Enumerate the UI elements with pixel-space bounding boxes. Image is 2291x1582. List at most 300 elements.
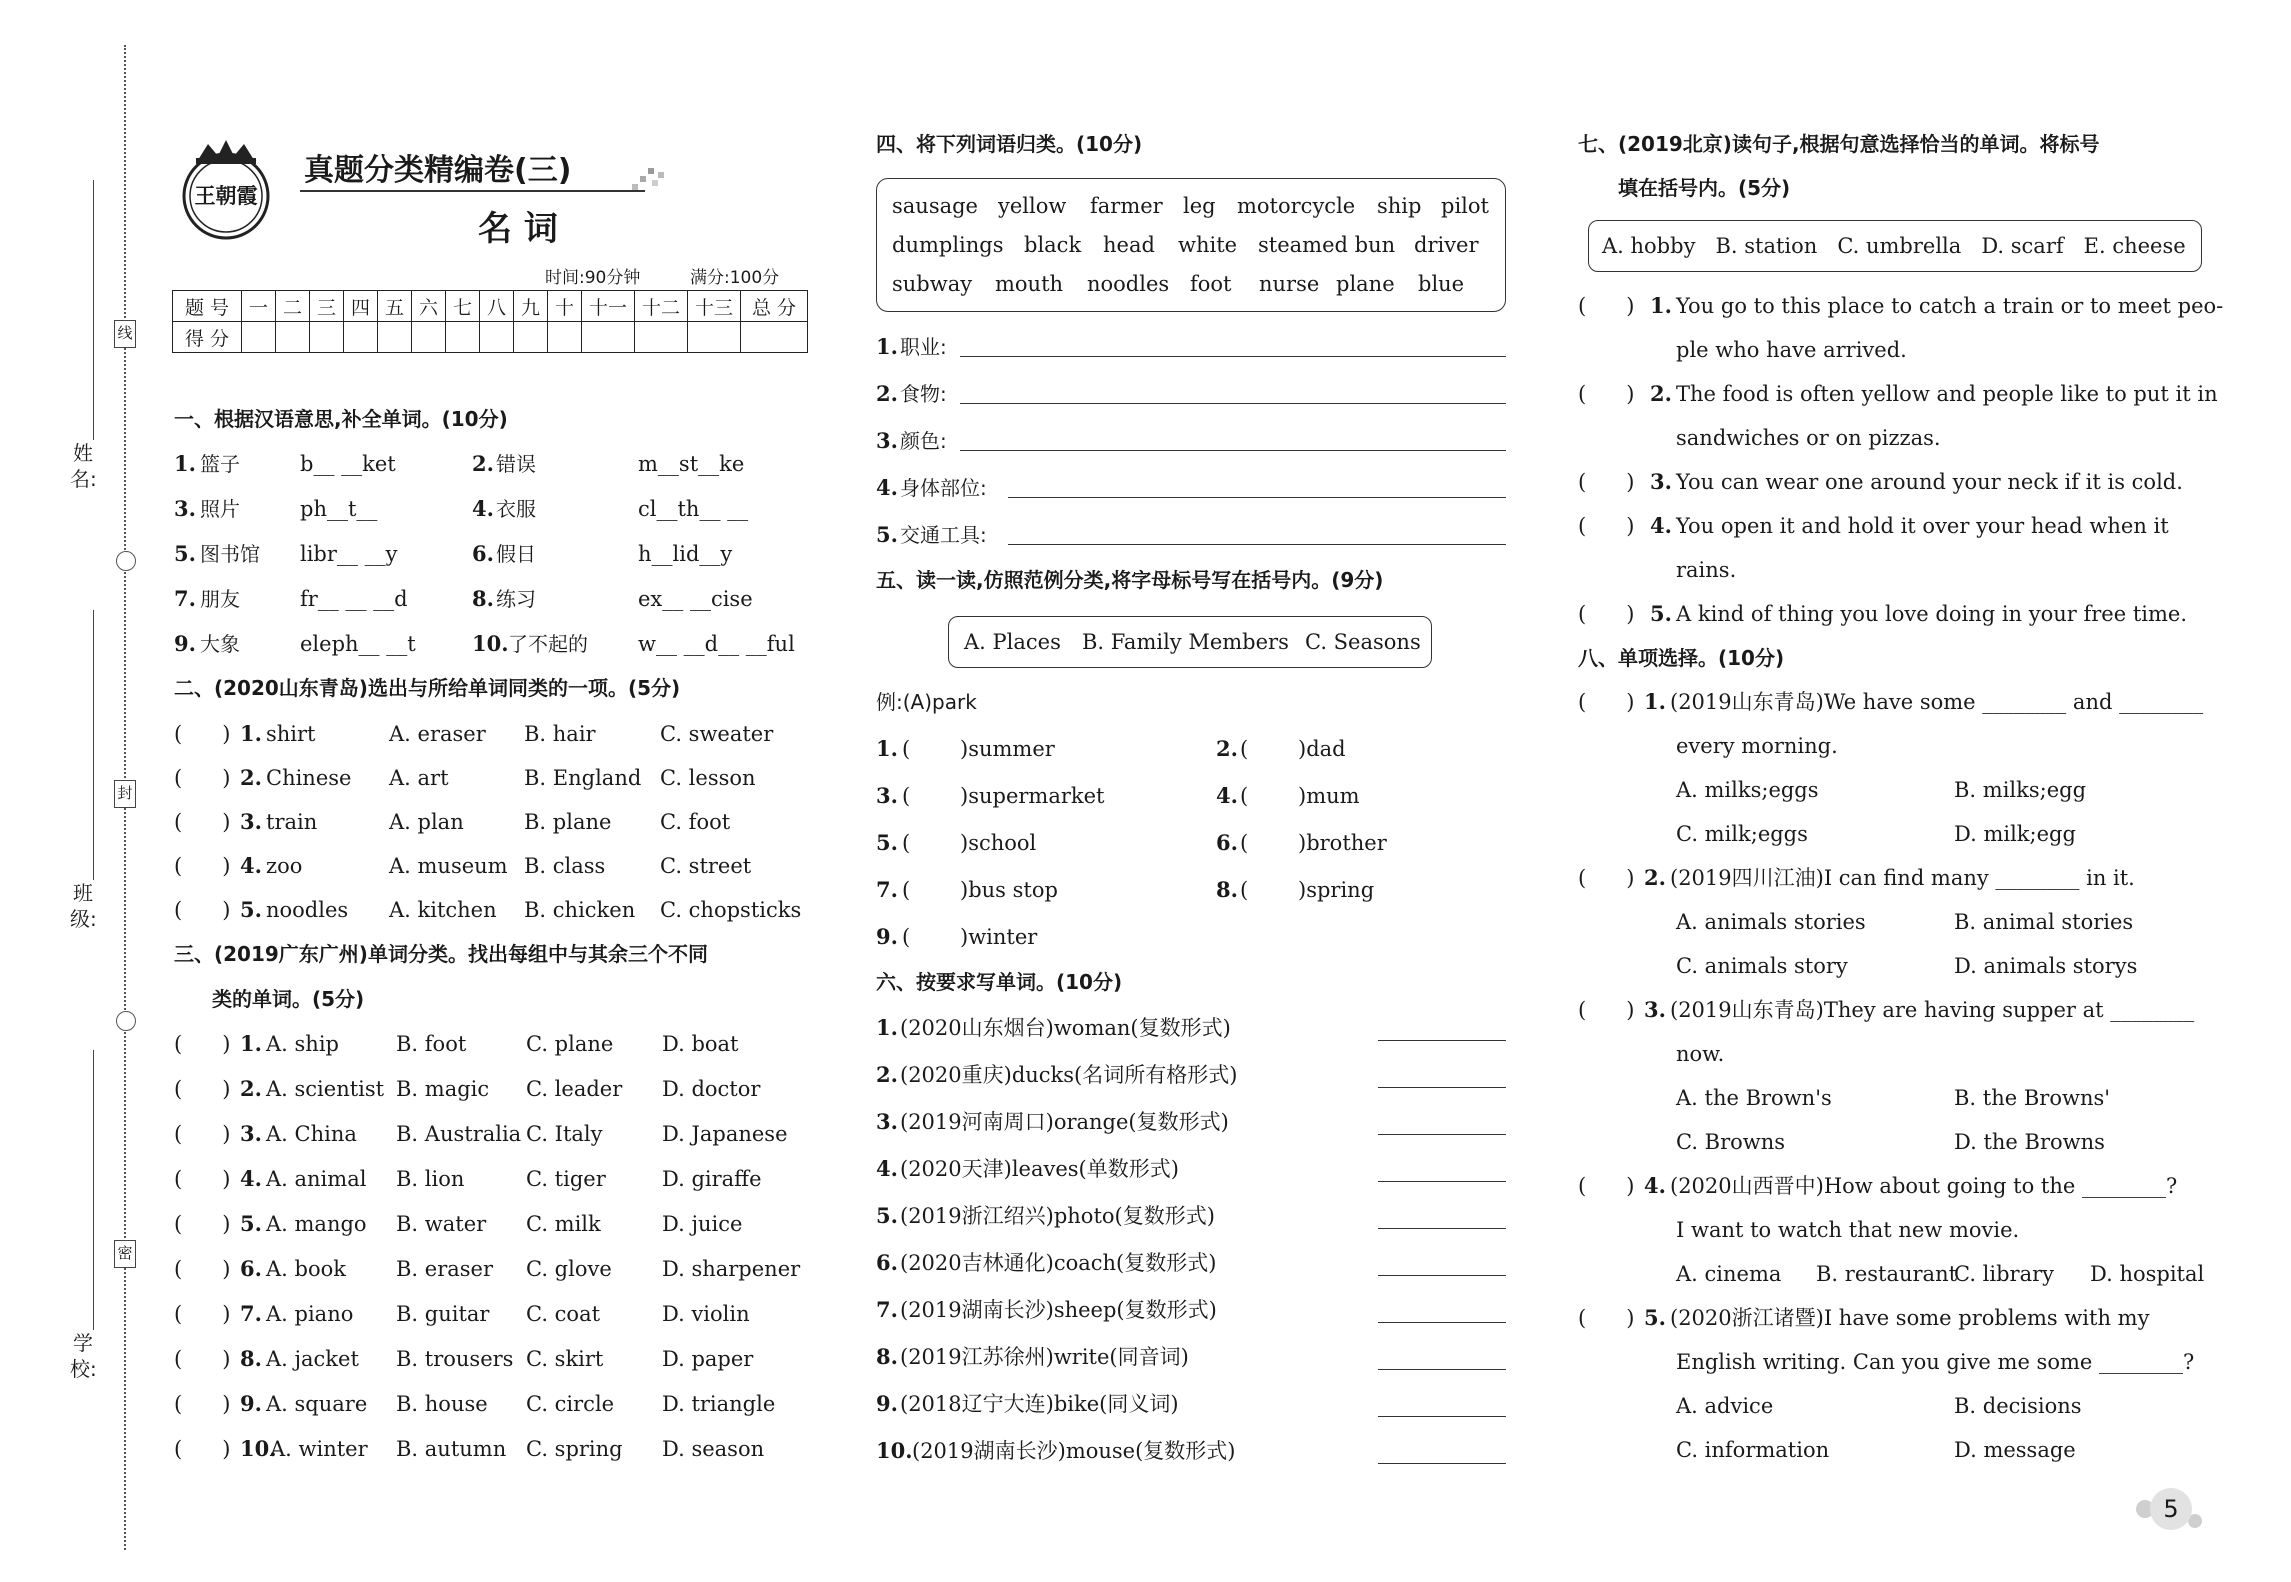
s5-word: )spring: [1298, 878, 1375, 902]
score-column-header: 十二: [635, 291, 688, 322]
s3-option-c: C. circle: [526, 1392, 615, 1416]
name-line: [93, 180, 94, 440]
s3-item-number: 4.: [240, 1166, 262, 1191]
word-bank-word: farmer: [1090, 194, 1163, 218]
s2-given-word: train: [266, 810, 318, 834]
answer-bracket[interactable]: ( ): [1578, 602, 1635, 626]
answer-bracket[interactable]: ( ): [174, 1212, 231, 1236]
word-bank-word: white: [1178, 233, 1238, 257]
s1-word-blank[interactable]: m__st__ke: [638, 452, 745, 476]
word-bank-word: head: [1103, 233, 1155, 257]
s6-answer-line[interactable]: [1378, 1228, 1506, 1229]
answer-bracket[interactable]: (: [1240, 784, 1249, 808]
score-cell[interactable]: [582, 322, 635, 353]
answer-bracket[interactable]: ( ): [174, 1122, 231, 1146]
brand-logo: [174, 138, 278, 242]
s3-option-d: D. giraffe: [662, 1167, 762, 1191]
s3-option-b: B. water: [396, 1212, 487, 1236]
answer-bracket[interactable]: ( ): [1578, 294, 1635, 318]
s2-option-c: C. lesson: [660, 766, 756, 790]
s5-item-number: 8.: [1216, 877, 1238, 902]
answer-bracket[interactable]: ( ): [174, 722, 231, 746]
s8-question-text-cont: every morning.: [1676, 734, 1838, 758]
s5-word: )brother: [1298, 831, 1387, 855]
word-bank-word: foot: [1190, 272, 1232, 296]
s1-item-number: 8.: [472, 586, 494, 611]
s6-item-number: 5.: [876, 1203, 898, 1228]
answer-bracket[interactable]: ( ): [174, 854, 231, 878]
answer-bracket[interactable]: (: [902, 878, 911, 902]
s2-option-a: A. kitchen: [389, 898, 497, 922]
seal-mark-seal: 封: [114, 780, 136, 808]
s8-option-d: D. message: [1954, 1438, 2076, 1462]
s1-chinese-word: 大象: [200, 632, 240, 656]
s8-question-text: (2019四川江油)I can find many ________ in it.: [1670, 866, 2135, 890]
s7-item-text: You can wear one around your neck if it is cold.: [1676, 470, 2183, 494]
class-line: [93, 610, 94, 880]
seal-mark-secret: 密: [114, 1240, 136, 1268]
s1-item-number: 3.: [174, 496, 196, 521]
s1-word-blank[interactable]: w__ __d__ __ful: [638, 632, 795, 656]
s5-word: )dad: [1298, 737, 1346, 761]
score-column-header: 八: [480, 291, 514, 322]
score-cell[interactable]: [378, 322, 412, 353]
s3-option-a: A. animal: [266, 1167, 367, 1191]
section-7-title: 七、(2019北京)读句子,根据句意选择恰当的单词。将标号: [1578, 132, 2100, 156]
s3-option-c: C. skirt: [526, 1347, 604, 1371]
s8-item-number: 3.: [1644, 997, 1666, 1022]
score-cell[interactable]: [514, 322, 548, 353]
s3-option-a: A. book: [266, 1257, 346, 1281]
s8-option-d: D. animals storys: [1954, 954, 2138, 978]
s7-item-text-cont: sandwiches or on pizzas.: [1676, 426, 1941, 450]
s4-answer-line[interactable]: [960, 450, 1506, 451]
s5-word: )winter: [960, 925, 1038, 949]
s8-question-text: (2019山东青岛)We have some ________ and ________: [1670, 690, 2204, 714]
s3-option-c: C. glove: [526, 1257, 612, 1281]
s5-item-number: 6.: [1216, 830, 1238, 855]
s4-category-number: 5.: [876, 522, 898, 547]
s3-option-c: C. milk: [526, 1212, 601, 1236]
s7-item-number: 3.: [1650, 469, 1672, 494]
answer-bracket[interactable]: ( ): [174, 1302, 231, 1326]
s4-category-number: 3.: [876, 428, 898, 453]
s7-item-text: A kind of thing you love doing in your free time.: [1676, 602, 2187, 626]
s3-option-a: A. piano: [266, 1302, 354, 1326]
score-cell[interactable]: [741, 322, 808, 353]
s1-item-number: 4.: [472, 496, 494, 521]
s6-item-text: (2019湖南长沙)mouse(复数形式): [912, 1439, 1236, 1463]
s3-option-b: B. trousers: [396, 1347, 514, 1371]
section-7-title-cont: 填在括号内。(5分): [1618, 176, 1791, 200]
s6-answer-line[interactable]: [1378, 1463, 1506, 1464]
s3-option-b: B. eraser: [396, 1257, 494, 1281]
s1-chinese-word: 错误: [496, 452, 536, 476]
s3-option-a: A. China: [266, 1122, 357, 1146]
answer-bracket[interactable]: ( ): [1578, 382, 1635, 406]
answer-bracket[interactable]: ( ): [174, 1257, 231, 1281]
s3-option-a: A. winter: [270, 1437, 368, 1461]
s8-question-text-cont: now.: [1676, 1042, 1725, 1066]
s5-item-number: 4.: [1216, 783, 1238, 808]
word-bank-word: yellow: [998, 194, 1067, 218]
s6-item-text: (2019河南周口)orange(复数形式): [900, 1110, 1229, 1134]
s3-option-a: A. ship: [266, 1032, 339, 1056]
s2-item-number: 5.: [240, 897, 262, 922]
score-column-header: 一: [242, 291, 276, 322]
score-info: 满分:100分: [690, 268, 780, 288]
s3-item-number: 8.: [240, 1346, 262, 1371]
s2-option-b: B. class: [524, 854, 606, 878]
s6-answer-line[interactable]: [1378, 1134, 1506, 1135]
s1-word-blank[interactable]: ex__ __cise: [638, 587, 753, 611]
score-cell[interactable]: [635, 322, 688, 353]
answer-bracket[interactable]: ( ): [1578, 1306, 1635, 1330]
s1-item-number: 2.: [472, 451, 494, 476]
s1-word-blank[interactable]: fr__ __ __d: [300, 587, 408, 611]
answer-bracket[interactable]: (: [1240, 737, 1249, 761]
score-cell[interactable]: [276, 322, 310, 353]
answer-bracket[interactable]: ( ): [174, 1032, 231, 1056]
answer-bracket[interactable]: ( ): [1578, 690, 1635, 714]
s6-item-number: 8.: [876, 1344, 898, 1369]
s3-item-number: 7.: [240, 1301, 262, 1326]
s3-item-number: 3.: [240, 1121, 262, 1146]
score-table: [172, 290, 808, 353]
s1-item-number: 10.: [472, 631, 509, 656]
binding-hole-icon: [116, 1011, 136, 1031]
s6-item-number: 10.: [876, 1438, 913, 1463]
s1-chinese-word: 假日: [496, 542, 536, 566]
s5-option: B. Family Members: [1082, 630, 1289, 654]
section-1-title: 一、根据汉语意思,补全单词。(10分): [174, 407, 508, 431]
s5-word: )bus stop: [960, 878, 1058, 902]
answer-bracket[interactable]: ( ): [174, 1077, 231, 1101]
s6-answer-line[interactable]: [1378, 1369, 1506, 1370]
s5-item-number: 3.: [876, 783, 898, 808]
s2-item-number: 1.: [240, 721, 262, 746]
title-pixel-decoration: [630, 168, 670, 192]
s6-item-number: 2.: [876, 1062, 898, 1087]
s4-category-number: 1.: [876, 334, 898, 359]
word-bank-word: dumplings: [892, 233, 1004, 257]
answer-bracket[interactable]: ( ): [174, 1347, 231, 1371]
score-column-header: 四: [344, 291, 378, 322]
answer-bracket[interactable]: (: [902, 737, 911, 761]
s3-option-b: B. house: [396, 1392, 488, 1416]
score-cell[interactable]: [548, 322, 582, 353]
s1-item-number: 7.: [174, 586, 196, 611]
school-label: 学 校:: [70, 1331, 97, 1381]
word-bank-word: blue: [1418, 272, 1465, 296]
s6-item-text: (2020吉林通化)coach(复数形式): [900, 1251, 1217, 1275]
score-column-header: 十三: [688, 291, 741, 322]
s6-item-number: 9.: [876, 1391, 898, 1416]
name-label: 姓 名:: [70, 441, 97, 491]
section-3-title: 三、(2019广东广州)单词分类。找出每组中与其余三个不同: [174, 942, 708, 966]
answer-bracket[interactable]: ( ): [174, 898, 231, 922]
s8-option-b: B. animal stories: [1954, 910, 2134, 934]
s4-category-number: 2.: [876, 381, 898, 406]
s3-item-number: 1.: [240, 1031, 262, 1056]
answer-bracket[interactable]: ( ): [174, 766, 231, 790]
s3-item-number: 9.: [240, 1391, 262, 1416]
s6-item-number: 6.: [876, 1250, 898, 1275]
s3-item-number: 5.: [240, 1211, 262, 1236]
answer-bracket[interactable]: ( ): [174, 1392, 231, 1416]
s6-item-text: (2020山东烟台)woman(复数形式): [900, 1016, 1231, 1040]
s3-item-number: 6.: [240, 1256, 262, 1281]
s4-category-label: 职业:: [900, 335, 947, 359]
s5-item-number: 7.: [876, 877, 898, 902]
s8-option-d: D. milk;egg: [1954, 822, 2076, 846]
score-column-header: 十: [548, 291, 582, 322]
s1-chinese-word: 了不起的: [508, 632, 588, 656]
s2-given-word: Chinese: [266, 766, 352, 790]
s1-word-blank[interactable]: eleph__ __t: [300, 632, 416, 656]
s3-option-a: A. scientist: [266, 1077, 385, 1101]
score-column-header: 总 分: [741, 291, 808, 322]
s1-word-blank[interactable]: h__lid__y: [638, 542, 733, 566]
score-table-header-label: 题 号: [173, 291, 242, 322]
answer-bracket[interactable]: ( ): [1578, 470, 1635, 494]
s3-option-d: D. season: [662, 1437, 765, 1461]
s2-option-b: B. plane: [524, 810, 612, 834]
score-cell[interactable]: [242, 322, 276, 353]
s5-item-number: 2.: [1216, 736, 1238, 761]
s7-item-text: The food is often yellow and people like to put it in: [1676, 382, 2218, 406]
s3-option-b: B. guitar: [396, 1302, 490, 1326]
score-table-row-label: 得 分: [173, 322, 242, 353]
section-8-title: 八、单项选择。(10分): [1578, 646, 1785, 670]
s1-chinese-word: 练习: [496, 587, 536, 611]
s3-option-d: D. doctor: [662, 1077, 761, 1101]
s3-option-b: B. lion: [396, 1167, 465, 1191]
series-title: 真题分类精编卷(三): [304, 153, 572, 188]
s6-item-number: 4.: [876, 1156, 898, 1181]
score-column-header: 七: [446, 291, 480, 322]
s4-category-label: 交通工具:: [900, 523, 987, 547]
s7-item-number: 2.: [1650, 381, 1672, 406]
class-label: 班 级:: [70, 881, 97, 931]
s5-word: )supermarket: [960, 784, 1105, 808]
s2-item-number: 3.: [240, 809, 262, 834]
s8-option-a: A. the Brown's: [1676, 1086, 1832, 1110]
score-cell[interactable]: [412, 322, 446, 353]
s6-answer-line[interactable]: [1378, 1322, 1506, 1323]
time-info: 时间:90分钟: [545, 268, 641, 288]
answer-bracket[interactable]: ( ): [1578, 998, 1635, 1022]
answer-bracket[interactable]: (: [1240, 878, 1249, 902]
s1-chinese-word: 照片: [200, 497, 240, 521]
s1-chinese-word: 篮子: [200, 452, 240, 476]
s7-item-text: You go to this place to catch a train or to meet peo-: [1676, 294, 2224, 318]
s8-option-c: C. animals story: [1676, 954, 1848, 978]
s3-option-d: D. sharpener: [662, 1257, 801, 1281]
answer-bracket[interactable]: (: [902, 925, 911, 949]
s2-item-number: 4.: [240, 853, 262, 878]
s2-option-a: A. plan: [389, 810, 464, 834]
s3-option-d: D. violin: [662, 1302, 750, 1326]
s8-option-c: C. Browns: [1676, 1130, 1786, 1154]
s6-item-text: (2019湖南长沙)sheep(复数形式): [900, 1298, 1217, 1322]
word-bank-word: driver: [1414, 233, 1479, 257]
s6-item-text: (2020天津)leaves(单数形式): [900, 1157, 1179, 1181]
s2-option-a: A. museum: [389, 854, 508, 878]
s8-question-text: (2019山东青岛)They are having supper at ________: [1670, 998, 2195, 1022]
word-bank-word: ship: [1377, 194, 1422, 218]
page-number: 5: [2150, 1488, 2192, 1530]
answer-bracket[interactable]: ( ): [1578, 514, 1635, 538]
logo-text: 王朝霞: [194, 184, 258, 208]
s6-item-text: (2019江苏徐州)write(同音词): [900, 1345, 1189, 1369]
s7-options: A. hobby B. station C. umbrella D. scarf E. cheese: [1602, 234, 2186, 258]
s6-item-number: 1.: [876, 1015, 898, 1040]
s8-option-a: A. advice: [1676, 1394, 1774, 1418]
s4-answer-line[interactable]: [1008, 544, 1506, 545]
section-5-title: 五、读一读,仿照范例分类,将字母标号写在括号内。(9分): [876, 568, 1384, 592]
s8-option-b: B. milks;egg: [1954, 778, 2087, 802]
score-cell[interactable]: [446, 322, 480, 353]
s8-option-b: B. decisions: [1954, 1394, 2082, 1418]
score-column-header: 六: [412, 291, 446, 322]
s6-answer-line[interactable]: [1378, 1181, 1506, 1182]
s1-item-number: 9.: [174, 631, 196, 656]
s4-answer-line[interactable]: [1008, 497, 1506, 498]
s3-item-number: 10.: [240, 1436, 277, 1461]
score-cell[interactable]: [688, 322, 741, 353]
s1-item-number: 5.: [174, 541, 196, 566]
score-cell[interactable]: [480, 322, 514, 353]
s2-given-word: noodles: [266, 898, 349, 922]
s7-item-text-cont: rains.: [1676, 558, 1737, 582]
word-bank-word: noodles: [1087, 272, 1170, 296]
s2-option-b: B. England: [524, 766, 642, 790]
s2-option-b: B. hair: [524, 722, 596, 746]
s8-question-text-cont: English writing. Can you give me some ________?: [1676, 1350, 2195, 1374]
s4-category-label: 食物:: [900, 382, 947, 406]
s4-category-label: 颜色:: [900, 429, 947, 453]
s8-option-c: C. milk;eggs: [1676, 822, 1808, 846]
s2-option-c: C. chopsticks: [660, 898, 802, 922]
s8-item-number: 4.: [1644, 1173, 1666, 1198]
s8-option-c: C. library: [1954, 1262, 2055, 1286]
s8-option-b: B. restaurant: [1816, 1262, 1958, 1286]
s3-option-d: D. paper: [662, 1347, 754, 1371]
seal-mark-line: 线: [114, 320, 136, 348]
score-column-header: 十一: [582, 291, 635, 322]
s4-answer-line[interactable]: [960, 403, 1506, 404]
word-bank-word: subway: [892, 272, 973, 296]
score-column-header: 九: [514, 291, 548, 322]
answer-bracket[interactable]: (: [902, 831, 911, 855]
section-6-title: 六、按要求写单词。(10分): [876, 970, 1123, 994]
s3-option-b: B. autumn: [396, 1437, 507, 1461]
s4-answer-line[interactable]: [960, 356, 1506, 357]
s3-option-d: D. juice: [662, 1212, 743, 1236]
s5-item-number: 1.: [876, 736, 898, 761]
s2-given-word: zoo: [266, 854, 303, 878]
answer-bracket[interactable]: ( ): [1578, 1174, 1635, 1198]
s1-word-blank[interactable]: cl__th__ __: [638, 497, 749, 521]
score-column-header: 三: [310, 291, 344, 322]
answer-bracket[interactable]: (: [1240, 831, 1249, 855]
s3-option-c: C. spring: [526, 1437, 623, 1461]
s5-word: )summer: [960, 737, 1055, 761]
s2-option-a: A. art: [389, 766, 449, 790]
s2-option-a: A. eraser: [389, 722, 486, 746]
section-3-title-cont: 类的单词。(5分): [212, 987, 365, 1011]
s3-option-b: B. magic: [396, 1077, 490, 1101]
section-4-title: 四、将下列词语归类。(10分): [876, 132, 1143, 156]
s6-answer-line[interactable]: [1378, 1275, 1506, 1276]
word-bank-word: motorcycle: [1237, 194, 1356, 218]
s6-item-number: 3.: [876, 1109, 898, 1134]
s3-option-c: C. coat: [526, 1302, 601, 1326]
section-2-title: 二、(2020山东青岛)选出与所给单词同类的一项。(5分): [174, 676, 681, 700]
s1-chinese-word: 衣服: [496, 497, 536, 521]
s2-option-b: B. chicken: [524, 898, 636, 922]
s3-option-a: A. square: [266, 1392, 368, 1416]
score-column-header: 二: [276, 291, 310, 322]
s3-option-b: B. Australia: [396, 1122, 522, 1146]
word-bank-word: mouth: [995, 272, 1064, 296]
answer-bracket[interactable]: ( ): [174, 1167, 231, 1191]
s8-item-number: 5.: [1644, 1305, 1666, 1330]
s5-option: A. Places: [964, 630, 1061, 654]
s6-answer-line[interactable]: [1378, 1416, 1506, 1417]
word-bank-word: leg: [1183, 194, 1216, 218]
s5-item-number: 5.: [876, 830, 898, 855]
s1-chinese-word: 图书馆: [200, 542, 260, 566]
s1-word-blank[interactable]: libr__ __y: [300, 542, 398, 566]
s8-option-d: D. the Browns: [1954, 1130, 2105, 1154]
s8-question-text: (2020浙江诸暨)I have some problems with my: [1670, 1306, 2150, 1330]
s8-item-number: 1.: [1644, 689, 1666, 714]
answer-bracket[interactable]: ( ): [1578, 866, 1635, 890]
s8-option-d: D. hospital: [2090, 1262, 2205, 1286]
s8-question-text-cont: I want to watch that new movie.: [1676, 1218, 2020, 1242]
s6-answer-line[interactable]: [1378, 1087, 1506, 1088]
s8-option-a: A. milks;eggs: [1676, 778, 1819, 802]
s1-word-blank[interactable]: ph__t__: [300, 497, 378, 521]
s8-option-a: A. cinema: [1676, 1262, 1782, 1286]
s3-option-c: C. leader: [526, 1077, 623, 1101]
s8-option-b: B. the Browns': [1954, 1086, 2111, 1110]
word-bank-word: nurse: [1259, 272, 1320, 296]
s7-item-text: You open it and hold it over your head when it: [1676, 514, 2169, 538]
answer-bracket[interactable]: (: [902, 784, 911, 808]
s7-item-number: 1.: [1650, 293, 1672, 318]
s6-item-text: (2018辽宁大连)bike(同义词): [900, 1392, 1179, 1416]
s5-word: )mum: [1298, 784, 1360, 808]
word-bank-word: black: [1024, 233, 1082, 257]
s5-item-number: 9.: [876, 924, 898, 949]
s2-option-c: C. foot: [660, 810, 731, 834]
score-cell[interactable]: [310, 322, 344, 353]
s8-option-c: C. information: [1676, 1438, 1830, 1462]
answer-bracket[interactable]: ( ): [174, 810, 231, 834]
answer-bracket[interactable]: ( ): [174, 1437, 231, 1461]
s1-word-blank[interactable]: b__ __ket: [300, 452, 396, 476]
s6-answer-line[interactable]: [1378, 1040, 1506, 1041]
s7-item-number: 4.: [1650, 513, 1672, 538]
score-cell[interactable]: [344, 322, 378, 353]
s5-word: )school: [960, 831, 1037, 855]
s1-chinese-word: 朋友: [200, 587, 240, 611]
title-underline: [300, 190, 645, 192]
s3-option-d: D. triangle: [662, 1392, 776, 1416]
